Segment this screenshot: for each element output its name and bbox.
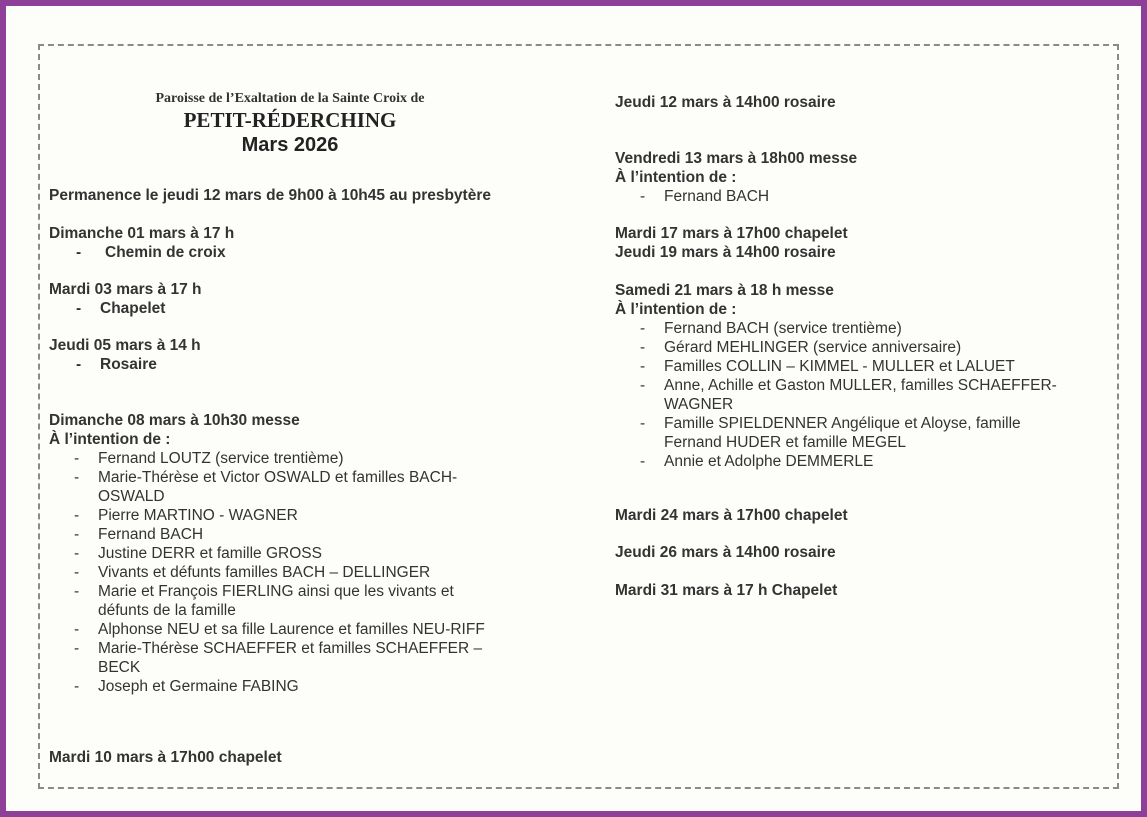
event-dimanche-01 xyxy=(49,224,569,262)
list-item: - Marie et François FIERLING ainsi que les vivants et xyxy=(74,583,454,600)
intention-label: À l’intention de : xyxy=(615,169,737,186)
event-mardi-31 xyxy=(615,581,1105,600)
list-item-continued: Fernand HUDER et famille MEGEL xyxy=(664,434,907,451)
event-title: Dimanche 08 mars à 10h30 messe xyxy=(49,412,300,429)
list-item: - Gérard MEHLINGER (service anniversaire) xyxy=(640,339,962,356)
event-jeudi-05 xyxy=(49,336,569,374)
list-item: - Fernand LOUTZ (service trentième) xyxy=(74,450,344,467)
event-dimanche-08 xyxy=(49,411,569,696)
list-item-continued: défunts de la famille xyxy=(98,602,236,619)
intention-label: À l’intention de : xyxy=(615,301,737,318)
header xyxy=(90,90,490,158)
event-title: Mardi 17 mars à 17h00 chapelet xyxy=(615,225,848,242)
event-title: Mardi 24 mars à 17h00 chapelet xyxy=(615,507,848,524)
list-item: - Joseph et Germaine FABING xyxy=(74,678,299,695)
event-title: Mardi 10 mars à 17h00 chapelet xyxy=(49,749,282,766)
event-title: Jeudi 19 mars à 14h00 rosaire xyxy=(615,244,836,261)
list-item: - Alphonse NEU et sa fille Laurence et familles NEU-RIFF xyxy=(74,621,485,638)
list-item: - Fernand BACH (service trentième) xyxy=(640,320,902,337)
list-item: - Justine DERR et famille GROSS xyxy=(74,545,322,562)
list-item-continued: WAGNER xyxy=(664,396,734,413)
town-name: PETIT-RÉDERCHING xyxy=(183,108,397,132)
event-title: Vendredi 13 mars à 18h00 messe xyxy=(615,150,858,167)
list-item: - Chapelet xyxy=(76,300,166,317)
event-samedi-21 xyxy=(615,281,1105,471)
event-title: Dimanche 01 mars à 17 h xyxy=(49,225,235,242)
event-mardi-03 xyxy=(49,280,569,318)
list-item: - Rosaire xyxy=(76,356,157,373)
event-title: Samedi 21 mars à 18 h messe xyxy=(615,282,834,299)
event-title: Jeudi 12 mars à 14h00 rosaire xyxy=(615,94,836,111)
list-item: - Familles COLLIN – KIMMEL - MULLER et LALUET xyxy=(640,358,1015,375)
list-item: - Anne, Achille et Gaston MULLER, familles SCHAEFFER- xyxy=(640,377,1057,394)
event-vendredi-13 xyxy=(615,149,1105,206)
event-mardi-17-jeudi-19 xyxy=(615,224,1105,262)
event-mardi-24 xyxy=(615,506,1105,525)
list-item: - Vivants et défunts familles BACH – DELLINGER xyxy=(74,564,431,581)
event-jeudi-26 xyxy=(615,543,1105,562)
event-title: Jeudi 05 mars à 14 h xyxy=(49,337,201,354)
list-item: - Marie-Thérèse SCHAEFFER et familles SCHAEFFER – xyxy=(74,640,483,657)
intention-label: À l’intention de : xyxy=(49,431,171,448)
list-item: - Famille SPIELDENNER Angélique et Aloyse, famille xyxy=(640,415,1021,432)
event-title: Mardi 31 mars à 17 h Chapelet xyxy=(615,582,838,599)
month-title: Mars 2026 xyxy=(241,134,339,156)
event-mardi-10 xyxy=(49,748,569,767)
event-title: Mardi 03 mars à 17 h xyxy=(49,281,202,298)
permanence: Permanence le jeudi 12 mars de 9h00 à 10h45 au presbytère xyxy=(49,187,491,204)
list-item: - Marie-Thérèse et Victor OSWALD et familles BACH- xyxy=(74,469,458,486)
list-item: - Pierre MARTINO - WAGNER xyxy=(74,507,298,524)
list-item: - Annie et Adolphe DEMMERLE xyxy=(640,453,874,470)
parish-name: Paroisse de l’Exaltation de la Sainte Croix de xyxy=(155,91,425,106)
list-item-continued: BECK xyxy=(98,659,141,676)
event-title: Jeudi 26 mars à 14h00 rosaire xyxy=(615,544,836,561)
event-jeudi-12 xyxy=(615,93,1105,112)
list-item: - Chemin de croix xyxy=(76,244,226,261)
list-item: - Fernand BACH xyxy=(74,526,204,543)
list-item: - Fernand BACH xyxy=(640,188,770,205)
list-item-continued: OSWALD xyxy=(98,488,165,505)
